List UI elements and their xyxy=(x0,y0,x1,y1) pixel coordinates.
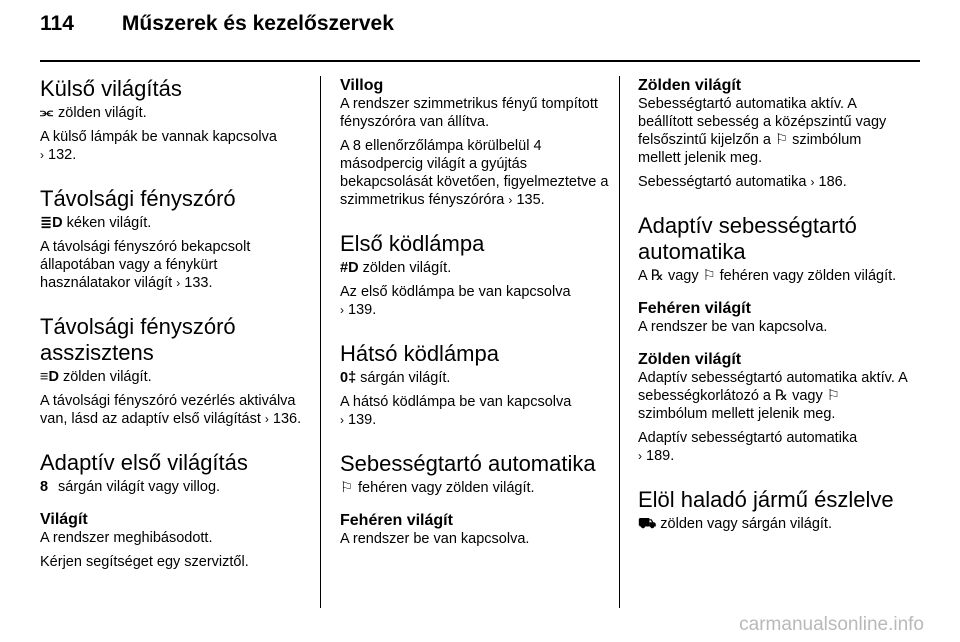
high-beam-assist-icon: ≡D xyxy=(40,369,59,385)
subsection-title: Zölden világít xyxy=(638,77,742,94)
section-title: Első ködlámpa xyxy=(340,231,485,256)
cruise-control-icon: ⚐ xyxy=(340,480,353,496)
paragraph: A 8 ellenőrzőlámpa körülbelül 4 másodpercig világít a gyújtás bekapcsolását követően, figyelmeztetve a szimmetrikus fényszóróra › 135. xyxy=(340,138,609,208)
paragraph: A rendszer meghibásodott. xyxy=(40,530,213,546)
page-ref-link[interactable]: 189. xyxy=(646,448,675,464)
paragraph: A távolsági fényszóró bekapcsolt állapotában vagy a fénykürt használatakor világít › 133. xyxy=(40,239,251,291)
paragraph: A rendszer szimmetrikus fényű tompított fényszóróra van állítva. xyxy=(340,96,598,130)
paragraph: 8 sárgán világít vagy villog. xyxy=(40,479,221,495)
section-title: Hátsó ködlámpa xyxy=(340,341,499,366)
paragraph: Sebességtartó automatika aktív. A beállított sebesség a középszintű vagy felsőszintű kijelzőn a ⚐ szimbólum mellett jelenik meg. xyxy=(638,96,887,166)
arrow-icon: › xyxy=(810,175,815,189)
paragraph: ≡D zölden világít. xyxy=(40,369,152,385)
paragraph: A rendszer be van kapcsolva. xyxy=(638,319,828,335)
paragraph: ⫘ zölden világít. xyxy=(40,105,147,121)
high-beam-icon: ≣D xyxy=(40,215,63,231)
speed-limit-sign-icon: ℞ xyxy=(650,268,664,284)
exterior-lights-icon: ⫘ xyxy=(40,105,54,121)
column-2 xyxy=(340,76,610,554)
subsection-title: Zölden világít xyxy=(638,351,742,368)
page-ref-link[interactable]: 139. xyxy=(348,412,377,428)
paragraph: A külső lámpák be vannak kapcsolva › 132. xyxy=(40,129,277,163)
column-1 xyxy=(40,76,310,577)
paragraph: 0‡ sárgán világít. xyxy=(340,370,451,386)
arrow-icon: › xyxy=(40,148,44,162)
rear-fog-icon: 0‡ xyxy=(340,370,357,386)
paragraph: A hátsó ködlámpa be van kapcsolva › 139. xyxy=(340,394,572,428)
page-ref-link[interactable]: 133. xyxy=(184,275,213,291)
section-title: Sebességtartó automatika xyxy=(340,451,596,476)
paragraph: #D zölden világít. xyxy=(340,260,452,276)
subsection-title: Fehéren világít xyxy=(340,512,453,529)
page-ref-link[interactable]: 132. xyxy=(48,147,77,163)
section-title: Külső világítás xyxy=(40,76,182,101)
speed-limit-sign-icon: ℞ xyxy=(775,388,789,404)
arrow-icon: › xyxy=(264,412,269,426)
arrow-icon: › xyxy=(638,449,642,463)
page-ref-link[interactable]: 135. xyxy=(516,192,545,208)
cruise-control-icon: ⚐ xyxy=(775,132,789,148)
arrow-icon: › xyxy=(340,303,344,317)
paragraph: A távolsági fényszóró vezérlés aktiválva van, lásd az adaptív első világítást › 136. xyxy=(40,393,302,427)
page-ref-link[interactable]: 136. xyxy=(272,411,302,427)
paragraph: A ℞ vagy ⚐ fehéren vagy zölden világít. xyxy=(638,268,897,284)
section-title: Távolsági fényszóró asszisztens xyxy=(40,314,236,365)
paragraph: ≣D kéken világít. xyxy=(40,215,152,231)
adaptive-light-icon: 8 xyxy=(40,479,49,495)
subsection-title: Villog xyxy=(340,77,384,94)
column-divider xyxy=(619,76,620,608)
section-title: Elöl haladó jármű észlelve xyxy=(638,487,894,512)
adaptive-light-icon: 8 xyxy=(352,138,361,154)
header-rule xyxy=(40,60,920,62)
paragraph: ⛟ zölden vagy sárgán világít. xyxy=(638,516,832,532)
paragraph: Adaptív sebességtartó automatika aktív. A sebességkorlátozó a ℞ vagy ⚐ szimbólum mellett jelenik meg. xyxy=(638,370,907,422)
paragraph: Az első ködlámpa be van kapcsolva › 139. xyxy=(340,284,571,318)
subsection-title: Fehéren világít xyxy=(638,300,751,317)
page-ref-link[interactable]: 139. xyxy=(348,302,377,318)
page-title: Műszerek és kezelőszervek xyxy=(121,12,394,35)
section-title: Távolsági fényszóró xyxy=(40,186,236,211)
column-3 xyxy=(638,76,908,539)
arrow-icon: › xyxy=(176,276,181,290)
page-number: 114 xyxy=(40,12,74,35)
paragraph: ⚐ fehéren vagy zölden világít. xyxy=(340,480,535,496)
cruise-control-icon: ⚐ xyxy=(826,388,840,404)
arrow-icon: › xyxy=(508,193,513,207)
page-ref-link[interactable]: 186. xyxy=(818,174,847,190)
paragraph: Adaptív sebességtartó automatika › 189. xyxy=(638,430,858,464)
cruise-control-icon: ⚐ xyxy=(702,268,716,284)
paragraph: A rendszer be van kapcsolva. xyxy=(340,531,530,547)
page-header xyxy=(40,12,394,36)
section-title: Adaptív sebességtartó automatika xyxy=(638,213,857,264)
watermark: carmanualsonline.info xyxy=(739,614,924,635)
column-divider xyxy=(320,76,321,608)
paragraph: Kérjen segítséget egy szerviztől. xyxy=(40,554,249,570)
section-title: Adaptív első világítás xyxy=(40,450,248,475)
front-fog-icon: #D xyxy=(340,260,359,276)
arrow-icon: › xyxy=(340,413,344,427)
paragraph: Sebességtartó automatika › 186. xyxy=(638,174,847,190)
subsection-title: Világít xyxy=(40,511,88,528)
vehicle-ahead-icon: ⛟ xyxy=(638,516,657,532)
